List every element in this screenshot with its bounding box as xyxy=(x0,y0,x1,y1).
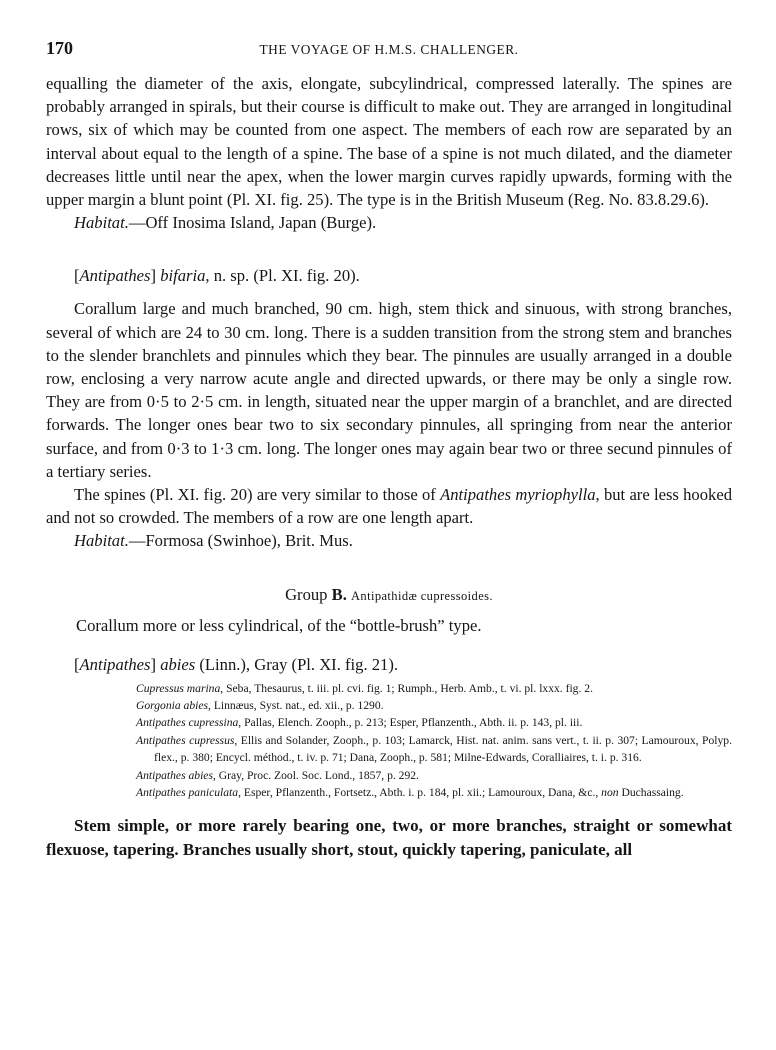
species-citation: , n. sp. (Pl. XI. fig. 20). xyxy=(205,266,360,286)
synonym-entry xyxy=(46,732,732,767)
description-continuation: equalling the diameter of the axis, elongate, subcylindrical, compressed laterally. The spines are probably arranged in spirals, but their course is difficult to make out. They are arranged in longitudinal rows, six of which may be counted from one aspect. The members of each row are separated by an interval about equal to the length of a spine. The base of a spine is not much dilated, and the diameter decreases little until near the apex, when the lower margin curves rapidly upwards, forming with the upper margin a blunt point (Pl. XI. fig. 25). The type is in the British Museum (Reg. No. 83.8.29.6). xyxy=(46,74,732,210)
synonym-name: Gorgonia abies xyxy=(136,699,209,713)
group-prefix: Group xyxy=(285,584,332,604)
running-title: THE VOYAGE OF H.M.S. CHALLENGER. xyxy=(259,42,519,57)
species-name: abies xyxy=(160,654,196,674)
habitat-text: —Formosa (Swinhoe), Brit. Mus. xyxy=(128,531,353,551)
habitat-label: Habitat. xyxy=(74,213,129,233)
synonym-reference: , Linnæus, Syst. nat., ed. xii., p. 1290. xyxy=(208,699,384,713)
synonym-entry xyxy=(46,767,732,784)
synonym-reference: , Gray, Proc. Zool. Soc. Lond., 1857, p. 292. xyxy=(212,768,419,782)
genus-name: Antipathes xyxy=(79,266,151,286)
synonym-name: Antipathes abies xyxy=(136,768,213,782)
synonymy-list xyxy=(46,680,732,802)
habitat-line xyxy=(46,211,732,234)
synonym-entry xyxy=(46,680,732,697)
synonym-reference: , Ellis and Solander, Zooph., p. 103; Lamarck, Hist. nat. anim. sans vert., t. ii. p. 307; Lamouroux, Polyp. flex., p. 380; Encycl. méthod., t. iv. p. 71; Dana, Zooph., p. 581; Milne-Edwards, Coralliaires, t. i. p. 316. xyxy=(154,733,732,765)
synonym-reference: , Seba, Thesaurus, t. iii. pl. cvi. fig. 1; Rumph., Herb. Amb., t. vi. pl. lxxx. fig. 2. xyxy=(220,681,593,695)
species-heading-abies: [Antipathes] abies (Linn.), Gray (Pl. XI. fig. 21). xyxy=(74,654,399,674)
group-name: Antipathidæ cupressoides. xyxy=(351,588,493,603)
synonym-reference: , Pallas, Elench. Zooph., p. 213; Esper, Pflanzenth., Abth. ii. p. 143, pl. iii. xyxy=(238,716,583,730)
page-number: 170 xyxy=(46,38,73,58)
synonym-entry xyxy=(46,714,732,731)
synonym-name: Antipathes cupressina xyxy=(136,716,239,730)
bifaria-spines xyxy=(46,483,732,529)
synonym-entry xyxy=(46,697,732,714)
group-letter: B. xyxy=(331,584,347,604)
synonym-non: non xyxy=(601,786,619,800)
synonym-name: Cupressus marina xyxy=(136,681,221,695)
synonym-name: Antipathes cupressus xyxy=(136,733,235,747)
species-heading-bifaria: [Antipathes] bifaria, n. sp. (Pl. XI. fig. 20). xyxy=(74,266,360,286)
synonym-reference: , Esper, Pflanzenth., Fortsetz., Abth. i. p. 184, pl. xii.; Lamouroux, Dana, &c., xyxy=(238,786,602,800)
species-name: bifaria xyxy=(160,266,206,286)
habitat-text: —Off Inosima Island, Japan (Burge). xyxy=(128,213,377,233)
group-description: Corallum more or less cylindrical, of the “bottle-brush” type. xyxy=(76,615,482,635)
spines-text-b: , but are less hooked and not so crowded. The members of a row are one length apart. xyxy=(46,485,732,528)
habitat-label: Habitat. xyxy=(74,531,129,551)
group-heading xyxy=(46,583,732,608)
synonym-reference-end: Duchassaing. xyxy=(618,786,684,800)
genus-name: Antipathes xyxy=(79,654,151,674)
bifaria-habitat xyxy=(46,529,732,552)
bifaria-description: Corallum large and much branched, 90 cm. high, stem thick and sinuous, with strong branches, several of which are 24 to 30 cm. long. There is a sudden transition from the strong stem and branches to the slender branchlets and pinnules which they bear. The pinnules are usually arranged in a double row, enclosing a very narrow acute angle and directed upwards, or there may be only a single row. They are from 0·5 to 2·5 cm. in length, situated near the upper margin of a branchlet, and are directed forwards. The longer ones bear two to six secondary pinnules, all springing from near the anterior surface, and from 0·3 to 1·3 cm. long. The longer ones may again bear two or three secund pinnules of a tertiary series. xyxy=(46,299,732,481)
species-citation: (Linn.), Gray (Pl. XI. fig. 21). xyxy=(195,654,399,674)
spines-text-a: The spines (Pl. XI. fig. 20) are very similar to those of xyxy=(74,485,441,505)
synonym-entry xyxy=(46,784,732,801)
abies-description: Stem simple, or more rarely bearing one, two, or more branches, straight or somewhat flexuose, tapering. Branches usually short, stout, quickly tapering, paniculate, all xyxy=(46,815,732,859)
page-header xyxy=(46,38,732,64)
synonym-name: Antipathes paniculata xyxy=(136,786,239,800)
spines-species: Antipathes myriophylla xyxy=(440,485,596,505)
page xyxy=(46,38,732,862)
